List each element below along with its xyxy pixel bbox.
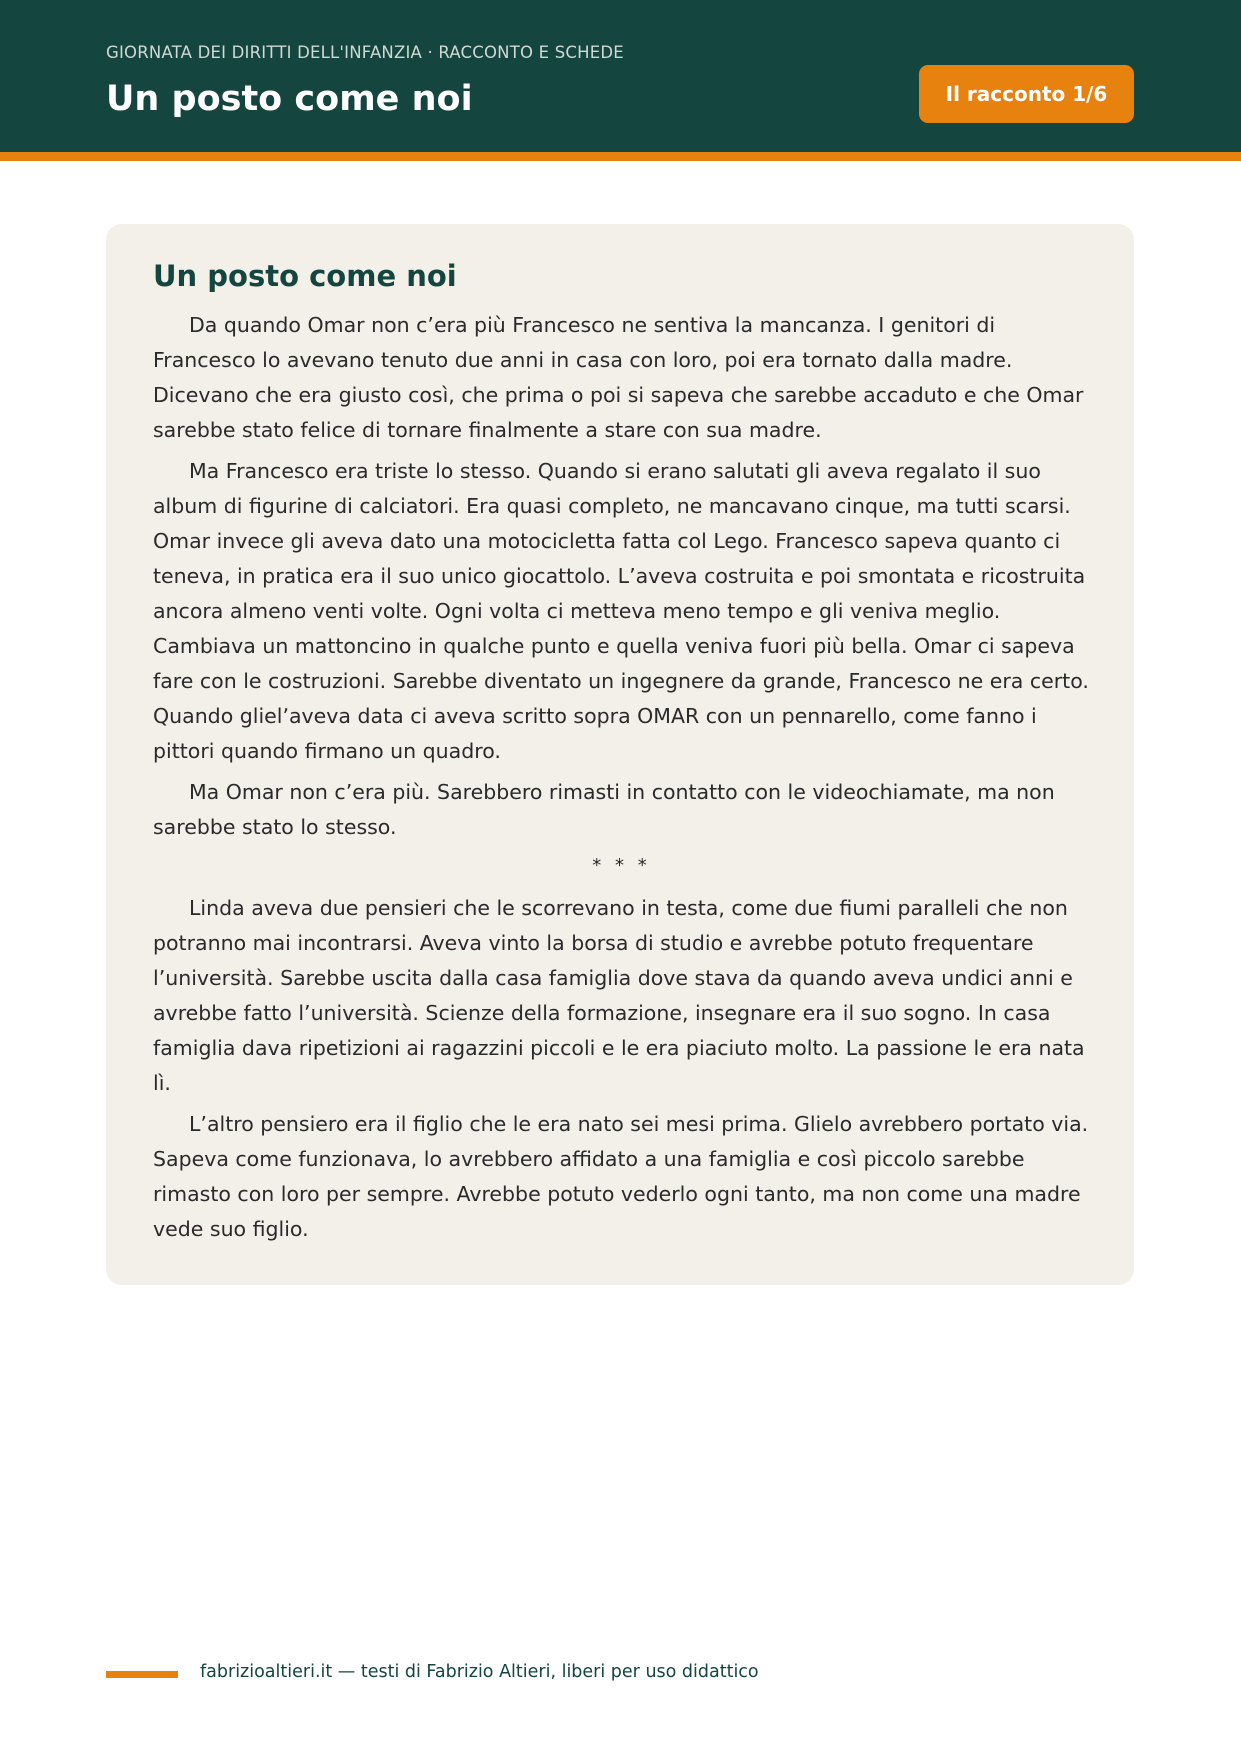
header-kicker: GIORNATA DEI DIRITTI DELL'INFANZIA · RACCONTO E SCHEDE — [106, 43, 624, 62]
story-title: Un posto come noi — [153, 259, 457, 293]
header-accent-stripe — [0, 152, 1241, 161]
footer-credit: fabrizioaltieri.it — testi di Fabrizio Altieri, liberi per uso didattico — [200, 1662, 759, 1682]
footer-accent-line — [106, 1671, 178, 1678]
story-card — [106, 224, 1134, 1285]
section-separator: * * * — [592, 854, 651, 876]
story-paragraph: Ma Francesco era triste lo stesso. Quando si erano salutati gli aveva regalato il suo album di figurine di calciatori. Era quasi completo, ne mancavano cinque, ma tutti scarsi. Omar invece gli aveva dato una motocicletta fatta col Lego. Francesco sapeva quanto ci teneva, in pratica era il suo unico giocattolo. L’aveva costruita e poi smontata e ricostruita ancora almeno venti volte. Ogni volta ci metteva meno tempo e gli veniva meglio. Cambiava un mattoncino in qualche punto e quella veniva fuori più bella. Omar ci sapeva fare con le costruzioni. Sarebbe diventato un ingegnere da grande, Francesco ne era certo. Quando glielʼaveva data ci aveva scritto sopra OMAR con un pennarello, come fanno i pittori quando firmano un quadro. — [153, 458, 1089, 763]
story-paragraph: Linda aveva due pensieri che le scorrevano in testa, come due fiumi paralleli che non potranno mai incontrarsi. Aveva vinto la borsa di studio e avrebbe potuto frequentare l’università. Sarebbe uscita dalla casa famiglia dove stava da quando aveva undici anni e avrebbe fatto l’università. Scienze della formazione, insegnare era il suo sogno. In casa famiglia dava ripetizioni ai ragazzini piccoli e le era piaciuto molto. La passione le era nata lì. — [153, 895, 1085, 1095]
story-paragraph: Da quando Omar non c’era più Francesco ne sentiva la mancanza. I genitori di Francesco lo avevano tenuto due anni in casa con loro, poi era tornato dalla madre. Dicevano che era giusto così, che prima o poi si sapeva che sarebbe accaduto e che Omar sarebbe stato felice di tornare finalmente a stare con sua madre. — [153, 312, 1084, 442]
page-title: Un posto come noi — [106, 79, 473, 119]
story-paragraph: Ma Omar non c’era più. Sarebbero rimasti in contatto con le videochiamate, ma non sarebbe stato lo stesso. — [153, 779, 1055, 839]
page-header — [0, 0, 1241, 152]
story-paragraph: L’altro pensiero era il figlio che le era nato sei mesi prima. Glielo avrebbero portato via. Sapeva come funzionava, lo avrebbero affidato a una famiglia e così piccolo sarebbe rimasto con loro per sempre. Avrebbe potuto vederlo ogni tanto, ma non come una madre vede suo figlio. — [153, 1111, 1089, 1241]
chapter-badge[interactable]: Il racconto 1/6 — [919, 65, 1134, 123]
